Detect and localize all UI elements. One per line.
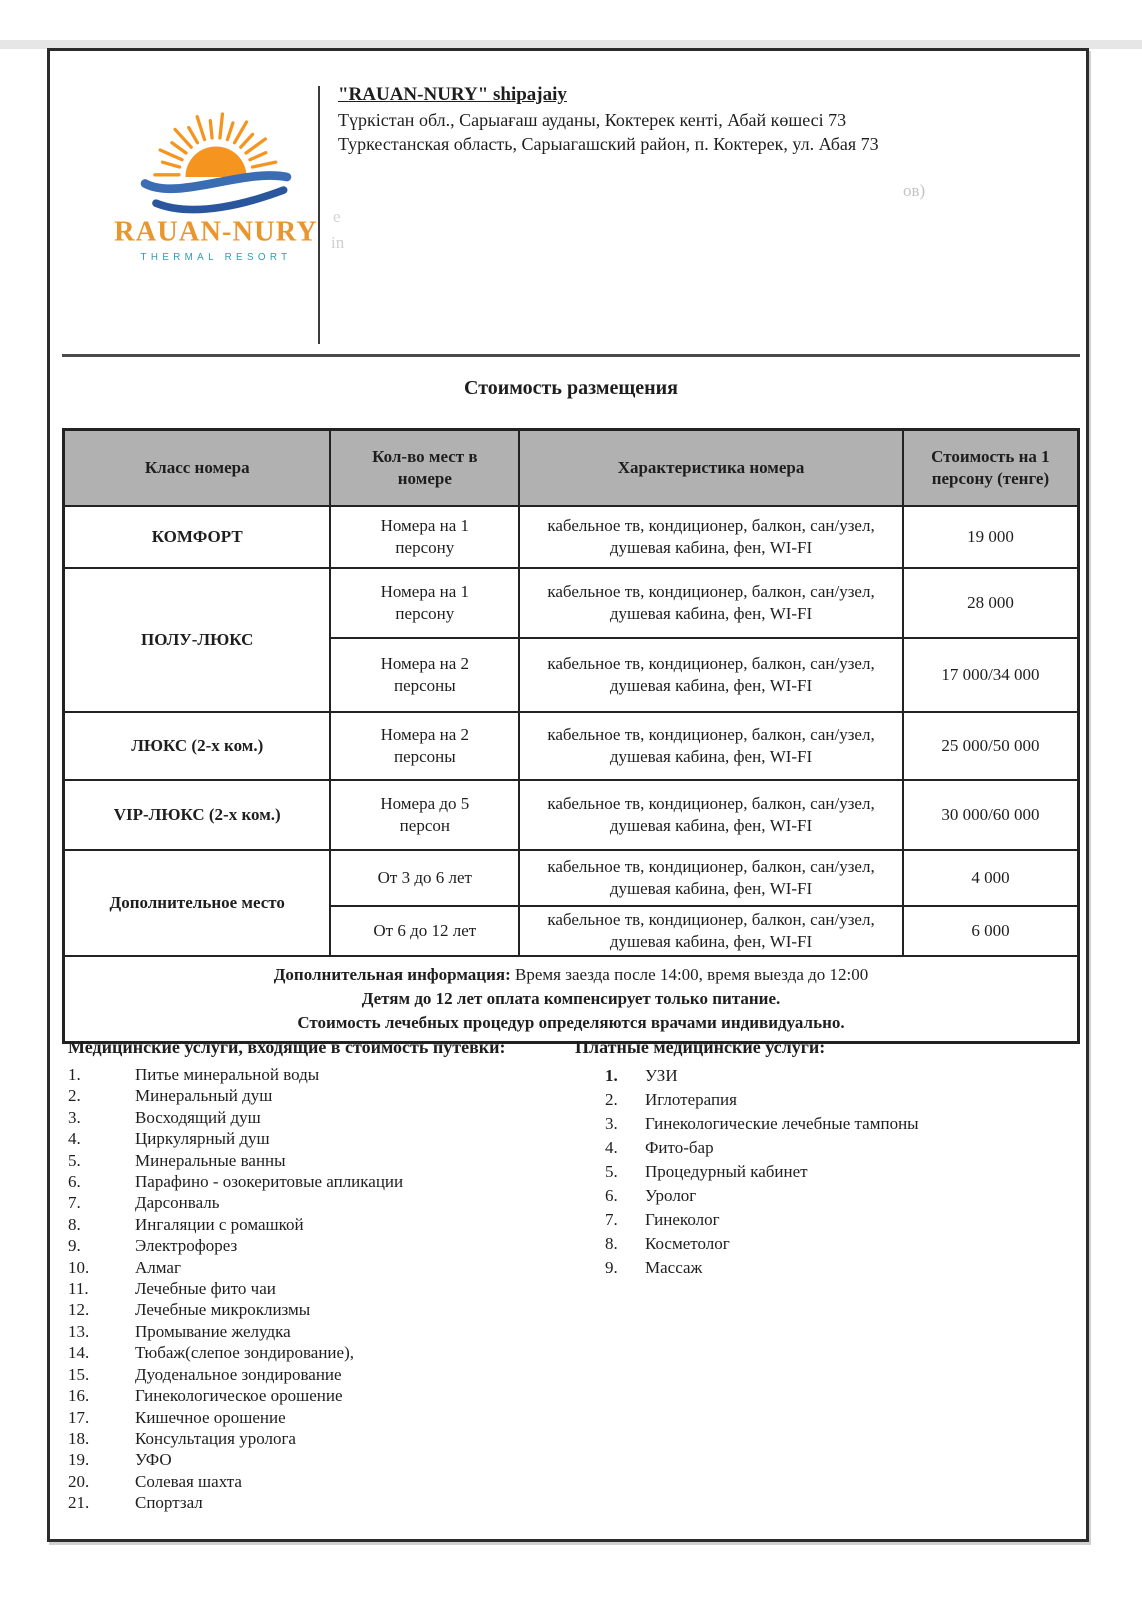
list-item — [575, 1184, 1055, 1208]
list-item — [575, 1136, 1055, 1160]
list-item-number: 4. — [605, 1138, 618, 1157]
list-item-text: УФО — [135, 1450, 172, 1470]
list-item-number: 1. — [68, 1065, 81, 1084]
list-item-number: 8. — [605, 1234, 618, 1253]
list-item-text: Солевая шахта — [135, 1471, 242, 1491]
list-item — [68, 1407, 534, 1428]
list-item-number: 3. — [68, 1107, 81, 1127]
list-item-number: 18. — [68, 1428, 90, 1448]
list-item — [68, 1235, 534, 1256]
section-title: Стоимость размещения — [464, 377, 678, 399]
features-cell: кабельное тв, кондиционер, балкон, сан/узел, душевая кабина, фен, WI-FI — [519, 712, 903, 780]
logo-brand-text: RAUAN-NURY — [114, 216, 318, 248]
capacity-cell: Номера на 2 персоны — [330, 638, 519, 712]
list-item-number: 9. — [605, 1258, 618, 1277]
list-item-text: Алмаг — [135, 1257, 181, 1277]
list-item-text: Циркулярный душ — [135, 1129, 270, 1149]
list-item-text: Процедурный кабинет — [645, 1162, 808, 1181]
price-cell: 28 000 — [903, 568, 1079, 638]
list-item-number: 1. — [605, 1066, 618, 1085]
list-item-number: 11. — [68, 1279, 89, 1299]
address-kazakh: Түркістан обл., Сарыағаш ауданы, Коктерек кенті, Абай көшесі 73 — [338, 110, 847, 130]
erased-text-fragment: е — [333, 207, 341, 226]
capacity-cell: Номера на 1 персону — [330, 506, 519, 568]
list-item-text: Уролог — [645, 1186, 697, 1205]
list-item — [68, 1342, 534, 1363]
header-horizontal-rule — [62, 354, 1080, 357]
list-item-number: 5. — [68, 1150, 81, 1170]
capacity-cell: Номера на 2 персоны — [330, 712, 519, 780]
col-header-features: Характеристика номера — [519, 430, 903, 507]
room-class-cell: ПОЛУ-ЛЮКС — [64, 568, 331, 712]
list-item — [68, 1385, 534, 1406]
features-cell: кабельное тв, кондиционер, балкон, сан/узел, душевая кабина, фен, WI-FI — [519, 780, 903, 850]
list-item-text: УЗИ — [645, 1066, 678, 1085]
col-header-room-class: Класс номера — [64, 430, 331, 507]
price-cell: 4 000 — [903, 850, 1079, 906]
table-note-row — [64, 956, 1079, 1043]
list-item-number: 6. — [68, 1172, 81, 1192]
list-item-number: 16. — [68, 1386, 90, 1406]
capacity-cell: Номера на 1 персону — [330, 568, 519, 638]
list-item-number: 4. — [68, 1129, 81, 1149]
list-item-text: Минеральный душ — [135, 1086, 273, 1106]
room-class-cell: VIP-ЛЮКС (2-х ком.) — [64, 780, 331, 850]
table-row — [64, 712, 1079, 780]
list-item-number: 19. — [68, 1450, 90, 1470]
capacity-cell: От 3 до 6 лет — [330, 850, 519, 906]
list-item-number: 8. — [68, 1214, 81, 1234]
note-line-3: Стоимость лечебных процедур определяются врачами индивидуально. — [297, 1013, 845, 1032]
address-russian: Туркестанская область, Сарыагашский район, п. Коктерек, ул. Абая 73 — [338, 134, 879, 154]
table-header-row — [64, 430, 1079, 507]
list-item-text: Фито-бар — [645, 1138, 714, 1157]
list-item — [68, 1128, 534, 1149]
list-item-number: 15. — [68, 1364, 90, 1384]
list-item-number: 20. — [68, 1471, 90, 1491]
list-item — [68, 1064, 534, 1085]
table-row — [64, 850, 1079, 906]
list-item — [575, 1256, 1055, 1280]
list-item-text: Электрофорез — [135, 1236, 238, 1256]
list-item-text: Восходящий душ — [135, 1107, 261, 1127]
table-row — [64, 780, 1079, 850]
list-item — [575, 1064, 1055, 1088]
list-item — [68, 1192, 534, 1213]
list-item — [68, 1492, 534, 1513]
paid-services-heading: Платные медицинские услуги: — [575, 1037, 826, 1057]
list-item-text: Дарсонваль — [135, 1193, 220, 1213]
list-item — [68, 1364, 534, 1385]
features-cell: кабельное тв, кондиционер, балкон, сан/узел, душевая кабина, фен, WI-FI — [519, 568, 903, 638]
list-item — [68, 1150, 534, 1171]
paid-services-list — [575, 1064, 1055, 1280]
list-item-text: Лечебные фито чаи — [135, 1279, 276, 1299]
list-item — [68, 1321, 534, 1342]
list-item — [68, 1171, 534, 1192]
table-row — [64, 568, 1079, 638]
resort-logo — [96, 104, 336, 274]
list-item-number: 12. — [68, 1300, 90, 1320]
list-item-text: Лечебные микроклизмы — [135, 1300, 311, 1320]
list-item — [575, 1232, 1055, 1256]
table-row — [64, 506, 1079, 568]
org-name: "RAUAN-NURY" shipajaiy — [338, 84, 567, 105]
list-item-text: Иглотерапия — [645, 1090, 737, 1109]
list-item-text: Массаж — [645, 1258, 703, 1277]
included-services-heading: Медицинские услуги, входящие в стоимость путевки: — [68, 1037, 506, 1057]
price-cell: 19 000 — [903, 506, 1079, 568]
additional-info-cell — [64, 956, 1079, 1043]
list-item-text: Гинекологические лечебные тампоны — [645, 1114, 919, 1133]
list-item-number: 7. — [605, 1210, 618, 1229]
list-item-text: Тюбаж(слепое зондирование), — [135, 1343, 354, 1363]
list-item-text: Питье минеральной воды — [135, 1065, 320, 1084]
list-item-number: 6. — [605, 1186, 618, 1205]
list-item — [68, 1299, 534, 1320]
list-item — [68, 1471, 534, 1492]
list-item-text: Консультация уролога — [135, 1428, 296, 1448]
room-class-cell: Дополнительное место — [64, 850, 331, 956]
logo-tagline-text: THERMAL RESORT — [140, 251, 292, 263]
list-item-number: 2. — [605, 1090, 618, 1109]
room-class-cell: КОМФОРТ — [64, 506, 331, 568]
list-item-number: 10. — [68, 1257, 90, 1277]
room-class-cell: ЛЮКС (2-х ком.) — [64, 712, 331, 780]
list-item — [575, 1160, 1055, 1184]
list-item-text: Косметолог — [645, 1234, 730, 1253]
list-item-number: 7. — [68, 1193, 81, 1213]
price-cell: 30 000/60 000 — [903, 780, 1079, 850]
list-item-text: Ингаляции с ромашкой — [135, 1214, 304, 1234]
price-cell: 25 000/50 000 — [903, 712, 1079, 780]
capacity-cell: Номера до 5 персон — [330, 780, 519, 850]
price-cell: 6 000 — [903, 906, 1079, 956]
capacity-cell: От 6 до 12 лет — [330, 906, 519, 956]
col-header-capacity: Кол-во мест в номере — [330, 430, 519, 507]
pricing-table — [62, 428, 1080, 1044]
note-line-2: Детям до 12 лет оплата компенсирует только питание. — [361, 989, 781, 1008]
list-item-number: 21. — [68, 1493, 90, 1513]
sun-waves-logo-icon — [96, 104, 336, 274]
note-text: Время заезда после 14:00, время выезда до 12:00 — [515, 965, 869, 984]
list-item-number: 17. — [68, 1407, 90, 1427]
features-cell: кабельное тв, кондиционер, балкон, сан/узел, душевая кабина, фен, WI-FI — [519, 638, 903, 712]
sun-disc — [185, 146, 246, 177]
note-label: Дополнительная информация: — [273, 965, 511, 984]
list-item-text: Дуоденальное зондирование — [135, 1364, 342, 1384]
list-item-number: 13. — [68, 1321, 90, 1341]
list-item-number: 14. — [68, 1343, 90, 1363]
paid-services-section — [575, 1034, 1055, 1280]
erased-text-fragment: in — [331, 233, 345, 252]
included-services-list — [68, 1064, 534, 1514]
list-item-text: Кишечное орошение — [135, 1407, 286, 1427]
list-item — [68, 1428, 534, 1449]
list-item-text: Промывание желудка — [135, 1321, 291, 1341]
list-item — [68, 1257, 534, 1278]
list-item — [575, 1088, 1055, 1112]
list-item-number: 5. — [605, 1162, 618, 1181]
list-item-number: 9. — [68, 1236, 81, 1256]
list-item — [68, 1107, 534, 1128]
list-item — [575, 1112, 1055, 1136]
list-item — [68, 1085, 534, 1106]
list-item — [68, 1214, 534, 1235]
list-item-number: 3. — [605, 1114, 618, 1133]
wave-upper — [145, 175, 287, 188]
list-item-text: Гинекологическое орошение — [135, 1386, 343, 1406]
list-item-text: Гинеколог — [645, 1210, 720, 1229]
col-header-price: Стоимость на 1 персону (тенге) — [903, 430, 1079, 507]
note-line-1 — [75, 963, 1067, 987]
features-cell: кабельное тв, кондиционер, балкон, сан/узел, душевая кабина, фен, WI-FI — [519, 506, 903, 568]
price-cell: 17 000/34 000 — [903, 638, 1079, 712]
erased-text-fragment: ов) — [903, 181, 926, 200]
features-cell: кабельное тв, кондиционер, балкон, сан/узел, душевая кабина, фен, WI-FI — [519, 850, 903, 906]
features-cell: кабельное тв, кондиционер, балкон, сан/узел, душевая кабина, фен, WI-FI — [519, 906, 903, 956]
list-item-number: 2. — [68, 1086, 81, 1106]
header-block — [338, 82, 1038, 156]
header-vertical-divider — [318, 86, 320, 344]
list-item — [68, 1449, 534, 1470]
list-item-text: Спортзал — [135, 1493, 203, 1513]
included-services-section — [68, 1034, 534, 1514]
list-item — [575, 1208, 1055, 1232]
list-item — [68, 1278, 534, 1299]
list-item-text: Минеральные ванны — [135, 1150, 286, 1170]
list-item-text: Парафино - озокеритовые апликации — [135, 1172, 404, 1192]
